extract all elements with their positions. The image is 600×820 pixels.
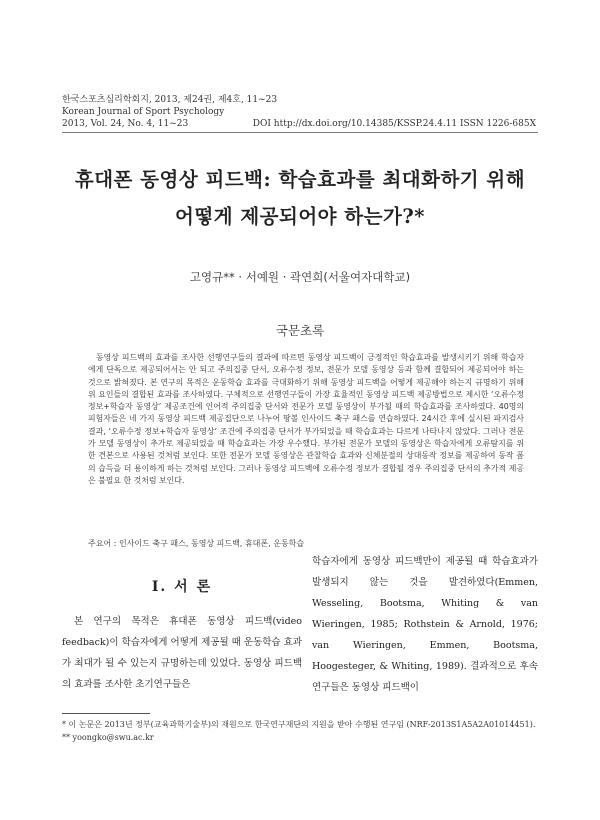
footnote-funding: * 이 논문은 2013년 정부(교육과학기술부)의 재원으로 한국연구재단의 지원을 받아 수행된 연구임 (NRF-2013S1A5A2A01014451). (62, 720, 536, 729)
abstract-heading: 국문초록 (275, 323, 325, 338)
doi-issn[interactable]: DOI http://dx.doi.org/10.14385/KSSP.24.4.11 ISSN 1226-685X (252, 119, 536, 129)
footnote-email[interactable]: ** yoongko@swu.ac.kr (62, 733, 154, 742)
body-column-right (312, 551, 538, 698)
paper-title-line-1: 휴대폰 동영상 피드백: 학습효과를 최대화하기 위해 (74, 168, 526, 191)
paper-title-line-2: 어떻게 제공되어야 하는가?* (175, 205, 425, 228)
abstract-body (88, 352, 524, 487)
footnote-divider (62, 713, 150, 714)
abstract-text: 동영상 피드백의 효과를 조사한 선행연구들의 결과에 따르면 동영상 피드백이 긍정적인 학습효과를 발생시키기 위해 학습자에게 단독으로 제공되어서는 안 되고 주의집중 단서, 오류수정 정보, 전문가 모델 동영상 등과 함께 결합되어 제공되어야 하는 것으로 밝혀졌다. 본 연구의 목적은 운동학습 효과를 극대화하기 위해 동영상 피드백을 어떻게 제공해야 하는지 규명하기 위해 위 요인들의 결합된 효과를 조사하였다. 구체적으로 선행연구들이 가장 효율적인 동영상 피드백 제공방법으로 제시한 ‘오류수정 정보+학습자 동영상’ 제공조건에 인어적 주의집중 단서와 전문가 모델 동영상이 부가될 때의 학습효과를 조사하였다. 40명의 피험자들은 네 가지 동영상 피드백 제공집단으로 나누어 땅볼 인사이드 축구 패스를 연습하였다. 24시간 후에 실시된 파지검사 결과, ‘오류수정 정보+학습자 동영상’ 조건에 주의집중 단서가 부가되었을 때 학습효과는 다르게 나타나지 않았다. 그러나 전문가 모델 동영상이 추가로 제공되었을 때 학습효과는 가장 우수했다. 부가된 전문가 모델의 동영상은 학습자에게 오류탐지를 위한 견본으로 사용된 것처럼 보인다. 또한 전문가 모델 동영상은 관찰학습 효과와 신체분절의 상대동작 정보를 제공하여 동작 폼의 습득을 더 용이하게 하는 것처럼 보인다. 그러나 동영상 피드백에 오류수정 정보가 결합될 경우 주의집중 단서의 추가적 제공은 불필요 한 것처럼 보인다. (88, 353, 524, 485)
header-divider (62, 132, 538, 133)
author-list: 고영규** · 서예원 · 곽연희(서울여자대학교) (189, 270, 411, 284)
section-heading-introduction: I. 서 론 (151, 579, 213, 595)
intro-paragraph-left: 본 연구의 목적은 휴대폰 동영상 피드백(video feedback)이 학습자에게 어떻게 제공될 때 운동학습 효과가 최대가 될 수 있는지 규명하는데 있었다. 동영상 피드백의 효과를 조사한 초기연구들은 (62, 616, 302, 690)
body-column-left (62, 611, 302, 695)
journal-name-english: Korean Journal of Sport Psychology (62, 107, 225, 117)
intro-paragraph-right: 학습자에게 동영상 피드백만이 제공될 때 학습효과가 발생되지 않는 것을 발견하였다(Emmen, Wesseling, Bootsma, Whiting & van Wieringen, 1985; Rothstein & Arnold, 1976; van Wieringen, Emmen, Bootsma, Hoogesteger, & Whiting, 1989). 결과적으로 후속연구들은 동영상 피드백이 (312, 556, 538, 693)
keywords: 주요어 : 인사이드 축구 패스, 동영상 피드백, 휴대폰, 운동학습 (88, 539, 305, 548)
journal-volume: 2013, Vol. 24, No. 4, 11~23 (62, 119, 189, 129)
journal-name-korean: 한국스포츠심리학회지, 2013, 제24권, 제4호, 11~23 (62, 95, 278, 105)
